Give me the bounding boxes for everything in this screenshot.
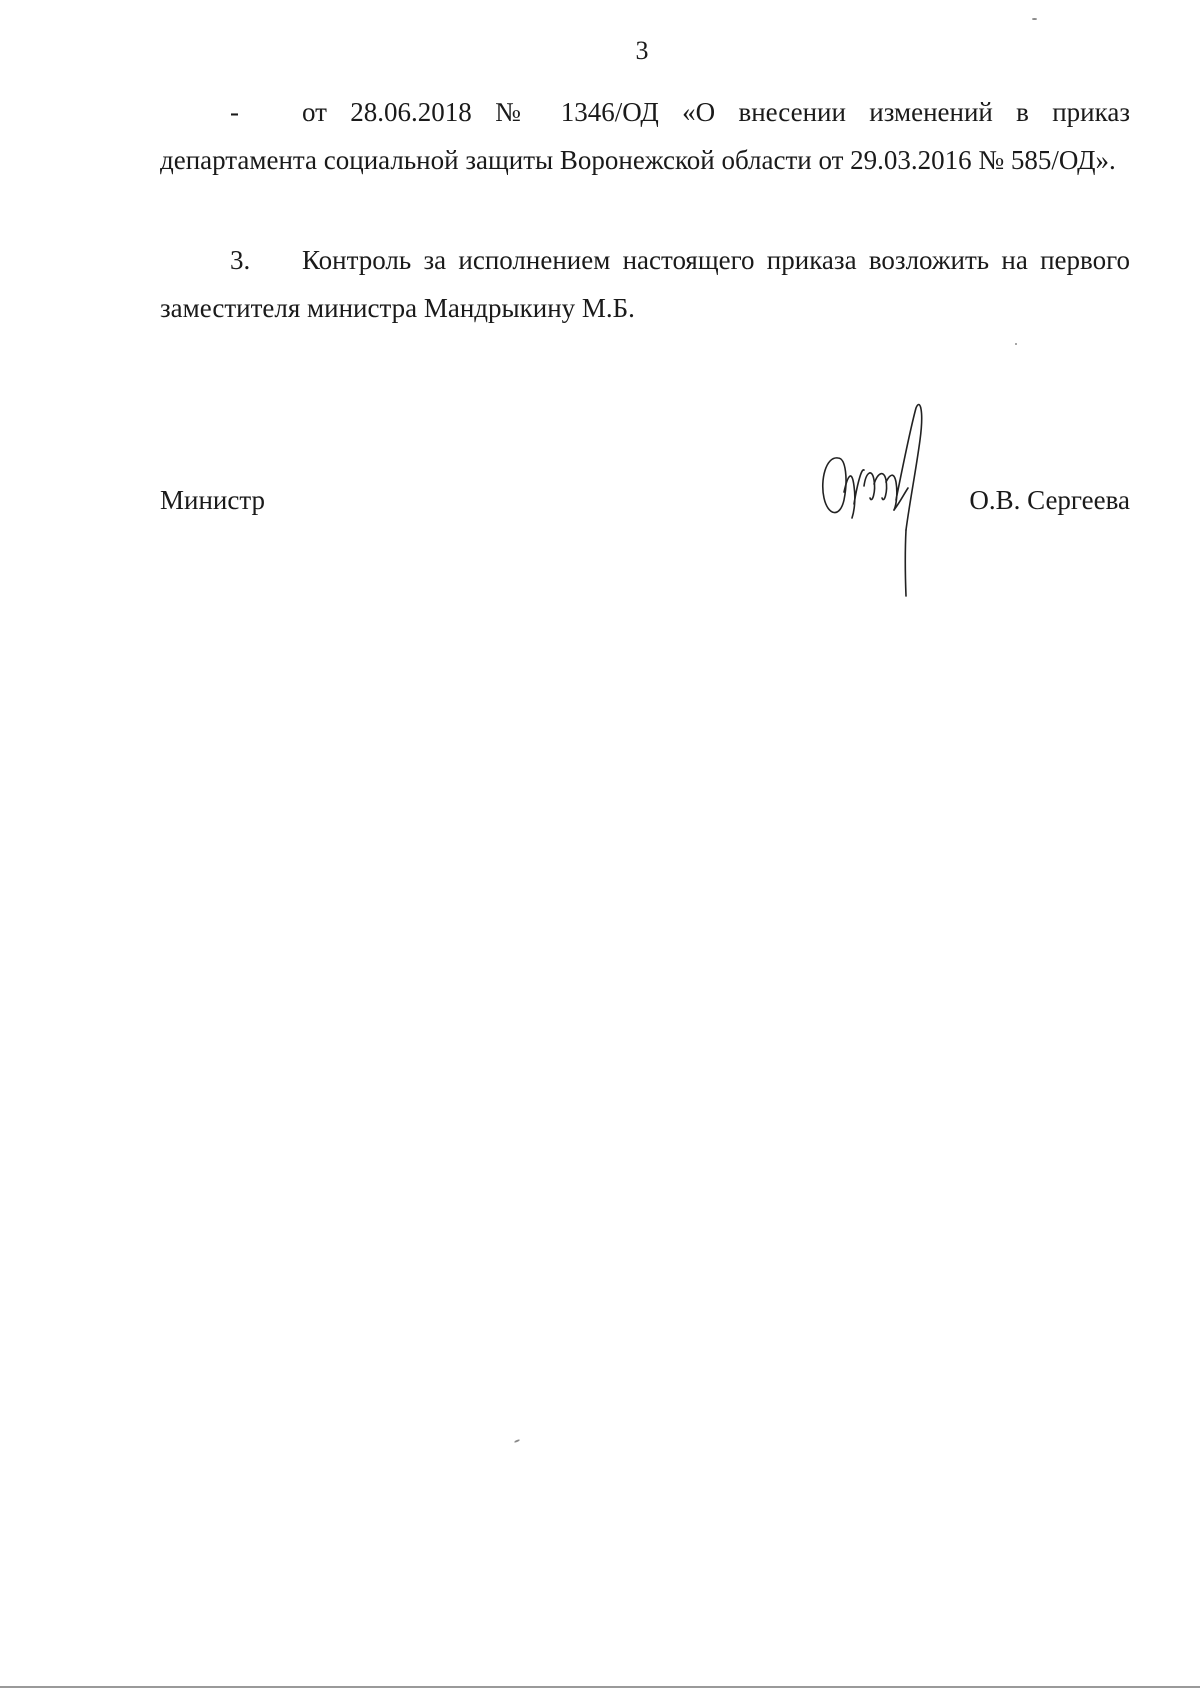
paragraph-control: [160, 236, 1130, 332]
scan-edge-line: [0, 1686, 1200, 1688]
scan-speck: [514, 1439, 520, 1443]
signer-position: Министр: [160, 485, 265, 515]
signer-name: О.В. Сергеева: [969, 485, 1130, 515]
scan-speck: [1032, 18, 1037, 20]
handwritten-signature-icon: [810, 400, 950, 610]
scan-speck: [1015, 343, 1017, 345]
signature-block: [160, 480, 1130, 540]
page-number: 3: [635, 36, 649, 65]
list-dash: -: [230, 97, 239, 127]
paragraph-text: Контроль за исполнением настоящего приказа возложить на первого заместителя министра Мандрыкину М.Б.: [160, 245, 1130, 323]
paragraph-amendment: [160, 88, 1130, 184]
list-number: 3.: [230, 245, 251, 275]
paragraph-text: от 28.06.2018 № 1346/ОД «О внесении изменений в приказ департамента социальной защиты Воронежской области от 29.03.2016 № 585/ОД».: [160, 97, 1130, 175]
